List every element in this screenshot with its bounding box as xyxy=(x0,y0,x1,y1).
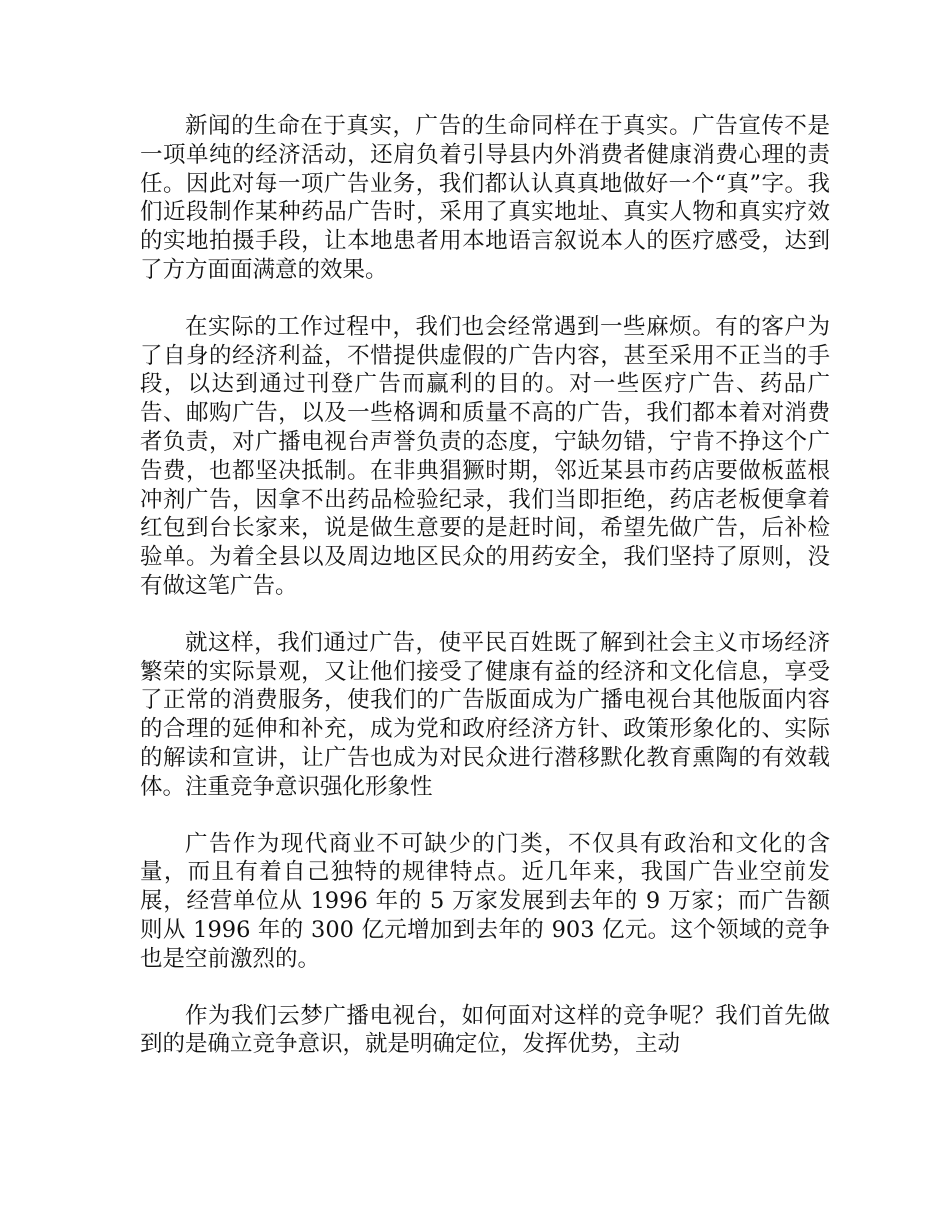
paragraph-3: 就这样，我们通过广告，使平民百姓既了解到社会主义市场经济繁荣的实际景观，又让他们接受了健康有益的经济和文化信息，享受了正常的消费服务，使我们的广告版面成为广播电视台其他版面内容的合理的延伸和补充，成为党和政府经济方针、政策形象化的、实际的解读和宣讲，让广告也成为对民众进行潜移默化教育熏陶的有效载体。注重竞争意识强化形象性 xyxy=(140,629,830,800)
document-body xyxy=(140,112,830,1059)
paragraph-2: 在实际的工作过程中，我们也会经常遇到一些麻烦。有的客户为了自身的经济利益，不惜提供虚假的广告内容，甚至采用不正当的手段，以达到通过刊登广告而赢利的目的。对一些医疗广告、药品广告、邮购广告，以及一些格调和质量不高的广告，我们都本着对消费者负责，对广播电视台声誉负责的态度，宁缺勿错，宁肯不挣这个广告费，也都坚决抵制。在非典猖獗时期，邻近某县市药店要做板蓝根冲剂广告，因拿不出药品检验纪录，我们当即拒绝，药店老板便拿着红包到台长家来，说是做生意要的是赶时间，希望先做广告，后补检验单。为着全县以及周边地区民众的用药安全，我们坚持了原则，没有做这笔广告。 xyxy=(140,313,830,599)
paragraph-5: 作为我们云梦广播电视台，如何面对这样的竞争呢？我们首先做到的是确立竞争意识，就是明确定位，发挥优势，主动 xyxy=(140,1002,830,1058)
paragraph-4: 广告作为现代商业不可缺少的门类，不仅具有政治和文化的含量，而且有着自己独特的规律特点。近几年来，我国广告业空前发展，经营单位从 1996 年的 5 万家发展到去年的 9 万家；而广告额则从 1996 年的 300 亿元增加到去年的 903 亿元。这个领域的竞争也是空前激烈的。 xyxy=(140,830,830,972)
paragraph-1: 新闻的生命在于真实，广告的生命同样在于真实。广告宣传不是一项单纯的经济活动，还肩负着引导县内外消费者健康消费心理的责任。因此对每一项广告业务，我们都认认真真地做好一个“真”字。我们近段制作某种药品广告时，采用了真实地址、真实人物和真实疗效的实地拍摄手段，让本地患者用本地语言叙说本人的医疗感受，达到了方方面面满意的效果。 xyxy=(140,113,830,283)
